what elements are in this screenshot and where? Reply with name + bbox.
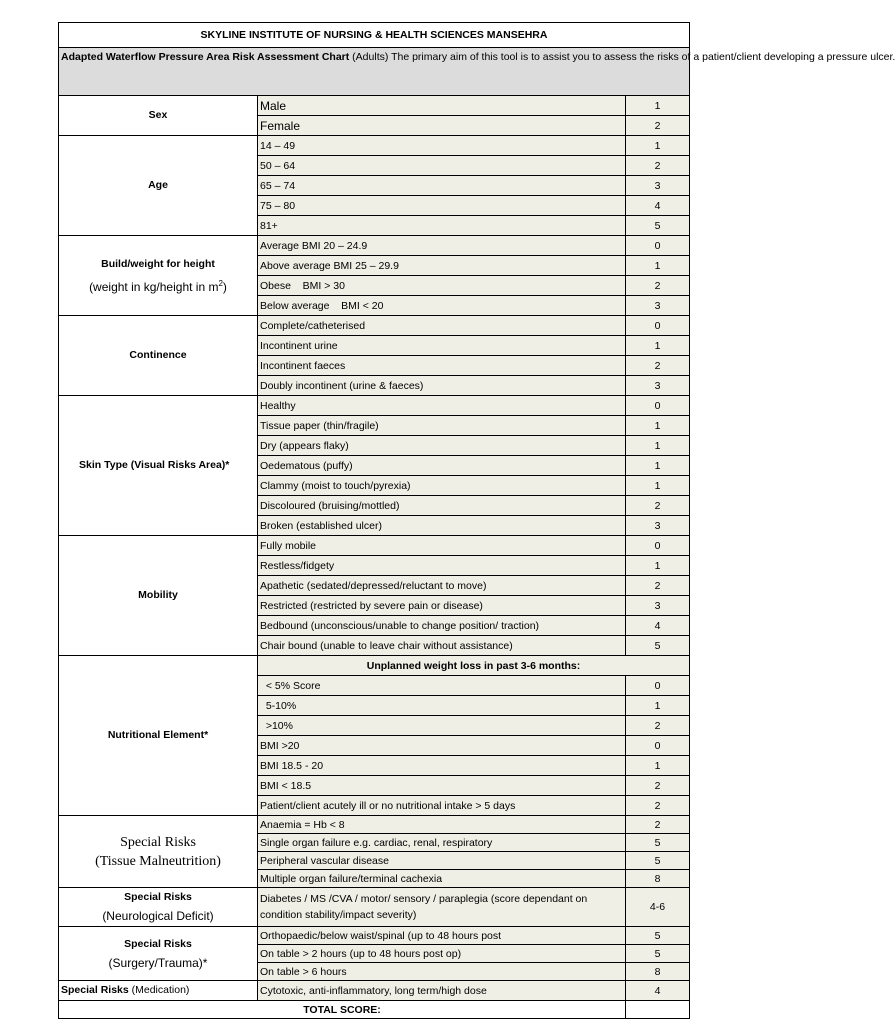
criterion-description: Above average BMI 25 – 29.9 <box>258 256 626 276</box>
tissue-category <box>59 816 258 888</box>
nutrition-category <box>59 656 258 816</box>
criterion-score: 8 <box>626 870 690 888</box>
criterion-score: 0 <box>626 236 690 256</box>
category-label: Mobility <box>138 589 178 601</box>
criterion-description: 81+ <box>258 216 626 236</box>
category-label: Sex <box>148 109 168 121</box>
intro-text <box>59 48 895 96</box>
criterion-description: Discoloured (bruising/mottled) <box>258 496 626 516</box>
criterion-score: 8 <box>626 963 690 981</box>
criterion-score: 2 <box>626 356 690 376</box>
criterion-score: 5 <box>626 927 690 945</box>
criterion-score: 3 <box>626 376 690 396</box>
criterion-description: 50 – 64 <box>258 156 626 176</box>
criterion-score: 2 <box>626 156 690 176</box>
criterion-description: < 5% Score <box>258 676 626 696</box>
table-row <box>59 96 690 116</box>
criterion-description: Multiple organ failure/terminal cachexia <box>258 870 626 888</box>
criterion-score: 2 <box>626 796 690 816</box>
table-row <box>59 136 690 156</box>
criterion-score: 4 <box>626 196 690 216</box>
criterion-description: Bedbound (unconscious/unable to change position/ traction) <box>258 616 626 636</box>
criterion-score: 3 <box>626 296 690 316</box>
criterion-description: Apathetic (sedated/depressed/reluctant to move) <box>258 576 626 596</box>
criterion-score: 2 <box>626 576 690 596</box>
criterion-score: 0 <box>626 736 690 756</box>
criterion-description: 5-10% <box>258 696 626 716</box>
criterion-description: Patient/client acutely ill or no nutritional intake > 5 days <box>258 796 626 816</box>
criterion-score: 1 <box>626 756 690 776</box>
criterion-score: 4 <box>626 616 690 636</box>
criterion-description: Female <box>258 116 626 136</box>
criterion-score: 3 <box>626 596 690 616</box>
criterion-description: On table > 2 hours (up to 48 hours post op) <box>258 945 626 963</box>
criterion-score: 1 <box>626 436 690 456</box>
criterion-description: Single organ failure e.g. cardiac, renal, respiratory <box>258 834 626 852</box>
intro-description: (Adults) The primary aim of this tool is to assist you to assess the risks of a patient/client developing a pressure ulcer. <box>349 51 895 63</box>
category-label: Age <box>148 179 168 191</box>
category-sublabel: (Surgery/Trauma)* <box>108 955 208 970</box>
mobility-category <box>59 536 258 656</box>
criterion-score: 2 <box>626 496 690 516</box>
criterion-description: Clammy (moist to touch/pyrexia) <box>258 476 626 496</box>
criterion-description: Broken (established ulcer) <box>258 516 626 536</box>
category-label: Build/weight for height <box>101 257 215 270</box>
criterion-description: 14 – 49 <box>258 136 626 156</box>
criterion-description: Obese BMI > 30 <box>258 276 626 296</box>
criterion-score: 1 <box>626 136 690 156</box>
criterion-description: Peripheral vascular disease <box>258 852 626 870</box>
criterion-description: On table > 6 hours <box>258 963 626 981</box>
criterion-score: 0 <box>626 396 690 416</box>
risk-assessment-sheet <box>58 22 895 1019</box>
criterion-score: 1 <box>626 416 690 436</box>
criterion-description: BMI 18.5 - 20 <box>258 756 626 776</box>
criterion-description: 65 – 74 <box>258 176 626 196</box>
criterion-score: 5 <box>626 636 690 656</box>
criterion-description: Cytotoxic, anti-inflammatory, long term/high dose <box>258 981 626 1001</box>
criterion-score: 1 <box>626 336 690 356</box>
criterion-description: Oedematous (puffy) <box>258 456 626 476</box>
criterion-description: Complete/catheterised <box>258 316 626 336</box>
category-sublabel: (Neurological Deficit) <box>102 909 214 923</box>
category-sublabel: (Tissue Malneutrition) <box>95 853 221 869</box>
criterion-description: Chair bound (unable to leave chair without assistance) <box>258 636 626 656</box>
table-row <box>59 316 690 336</box>
criterion-score: 2 <box>626 276 690 296</box>
category-label: Nutritional Element* <box>107 729 209 741</box>
criterion-description: >10% <box>258 716 626 736</box>
criterion-description: Below average BMI < 20 <box>258 296 626 316</box>
category-sublabel: (Medication) <box>128 984 190 996</box>
total-score-value[interactable] <box>626 1001 690 1019</box>
institute-title: SKYLINE INSTITUTE OF NURSING & HEALTH SCIENCES MANSEHRA <box>59 23 690 48</box>
criterion-description: Incontinent urine <box>258 336 626 356</box>
surgery-category <box>59 927 258 981</box>
table-row <box>59 536 690 556</box>
criterion-score: 3 <box>626 516 690 536</box>
criterion-description: Anaemia = Hb < 8 <box>258 816 626 834</box>
criterion-score: 1 <box>626 696 690 716</box>
criterion-description: Tissue paper (thin/fragile) <box>258 416 626 436</box>
criterion-score: 3 <box>626 176 690 196</box>
table-row <box>59 396 690 416</box>
category-label: Continence <box>129 349 187 361</box>
build-category <box>59 236 258 316</box>
total-row <box>59 1001 690 1019</box>
category-label: Special Risks <box>124 937 192 950</box>
criterion-description: BMI < 18.5 <box>258 776 626 796</box>
criterion-description: Incontinent faeces <box>258 356 626 376</box>
criterion-score: 0 <box>626 316 690 336</box>
skin-category <box>59 396 258 536</box>
neuro-category <box>59 888 258 927</box>
table-row <box>59 888 690 927</box>
criterion-score: 2 <box>626 116 690 136</box>
nutrition-subheading-row <box>59 656 690 676</box>
category-label: Special Risks <box>61 984 129 996</box>
criterion-score: 5 <box>626 834 690 852</box>
criterion-score: 4 <box>626 981 690 1001</box>
category-label: Special Risks <box>120 834 196 850</box>
superscript: 2 <box>218 278 223 288</box>
criterion-description: Dry (appears flaky) <box>258 436 626 456</box>
category-label: Special Risks <box>124 891 192 903</box>
criterion-score: 2 <box>626 716 690 736</box>
table-row <box>59 236 690 256</box>
medication-category <box>59 981 258 1001</box>
criterion-score: 5 <box>626 216 690 236</box>
criterion-description: Restricted (restricted by severe pain or disease) <box>258 596 626 616</box>
table-row <box>59 927 690 945</box>
nutrition-subheading: Unplanned weight loss in past 3-6 months: <box>258 656 690 676</box>
chart-name: Adapted Waterflow Pressure Area Risk Assessment Chart <box>61 51 350 63</box>
criterion-score: 4-6 <box>626 888 690 927</box>
criterion-score: 2 <box>626 816 690 834</box>
criterion-description: Doubly incontinent (urine & faeces) <box>258 376 626 396</box>
criterion-score: 1 <box>626 456 690 476</box>
criterion-score: 1 <box>626 256 690 276</box>
category-label: Skin Type (Visual Risks Area)* <box>79 459 230 471</box>
criterion-description: Orthopaedic/below waist/spinal (up to 48 hours post <box>258 927 626 945</box>
continence-category <box>59 316 258 396</box>
criterion-description: Average BMI 20 – 24.9 <box>258 236 626 256</box>
criterion-score: 0 <box>626 676 690 696</box>
table-row <box>59 816 690 834</box>
age-category <box>59 136 258 236</box>
criterion-score: 1 <box>626 556 690 576</box>
criterion-score: 1 <box>626 476 690 496</box>
category-sublabel: (weight in kg/height in $m^2$) <box>89 278 227 294</box>
criterion-score: 2 <box>626 776 690 796</box>
criterion-description: Restless/fidgety <box>258 556 626 576</box>
criterion-description: Fully mobile <box>258 536 626 556</box>
criterion-description: Male <box>258 96 626 116</box>
risk-assessment-table <box>58 22 895 1019</box>
sex-category <box>59 96 258 136</box>
total-score-label: TOTAL SCORE: <box>59 1001 626 1019</box>
criterion-description: Healthy <box>258 396 626 416</box>
criterion-description: BMI >20 <box>258 736 626 756</box>
table-row <box>59 981 690 1001</box>
criterion-score: 5 <box>626 852 690 870</box>
criterion-score: 1 <box>626 96 690 116</box>
criterion-description: 75 – 80 <box>258 196 626 216</box>
criterion-score: 5 <box>626 945 690 963</box>
criterion-score: 0 <box>626 536 690 556</box>
criterion-description: Diabetes / MS /CVA / motor/ sensory / paraplegia (score dependant on condition stability/impact severity) <box>258 888 626 927</box>
